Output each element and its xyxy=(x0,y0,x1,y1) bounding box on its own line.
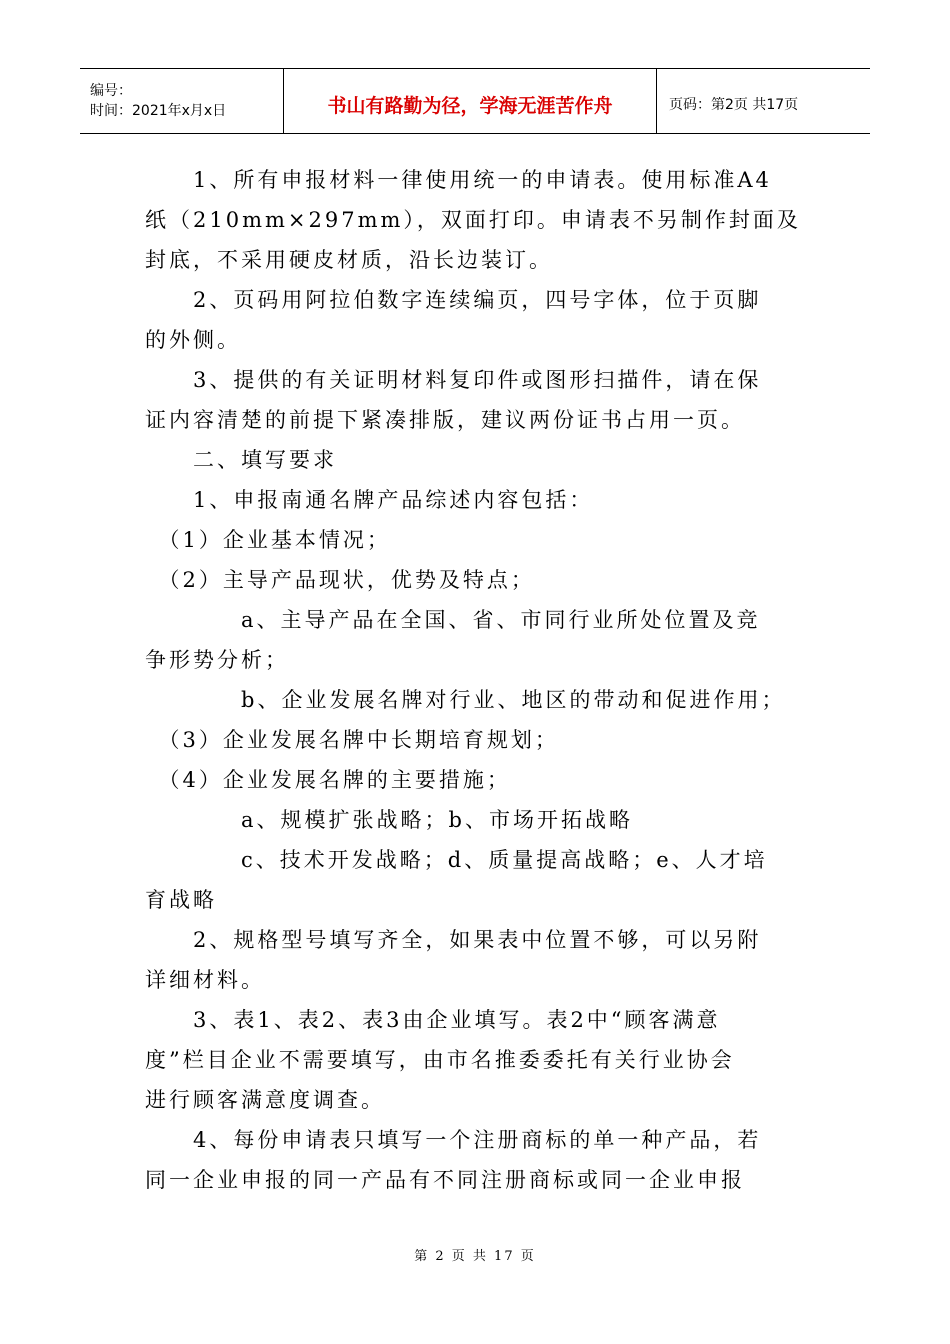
header-page-cell xyxy=(657,69,870,133)
document-date: 时间：2021年x月x日 xyxy=(90,103,227,119)
text-line: （4）企业发展名牌的主要措施； xyxy=(145,768,511,792)
text-line: 1、所有申报材料一律使用统一的申请表。使用标准A4 xyxy=(145,168,772,192)
page-footer: 第 2 页 共 17 页 xyxy=(414,1249,536,1264)
text-line: 封底，不采用硬皮材质，沿长边装订。 xyxy=(145,248,553,272)
header-motto: 书山有路勤为径，学海无涯苦作舟 xyxy=(327,94,613,117)
text-line: （1）企业基本情况； xyxy=(145,528,391,552)
text-line: 3、表1、表2、表3由企业填写。表2中“顾客满意 xyxy=(145,1008,721,1032)
text-line: （2）主导产品现状，优势及特点； xyxy=(145,568,535,592)
header-meta xyxy=(80,69,283,133)
text-line: 度”栏目企业不需要填写，由市名推委委托有关行业协会 xyxy=(145,1048,735,1072)
text-line: b、企业发展名牌对行业、地区的带动和促进作用； xyxy=(145,688,786,712)
text-line: a、规模扩张战略；b、市场开拓战略 xyxy=(145,808,633,832)
text-line: 详细材料。 xyxy=(145,968,265,992)
text-line: 2、规格型号填写齐全，如果表中位置不够，可以另附 xyxy=(145,928,762,952)
text-line: 1、申报南通名牌产品综述内容包括： xyxy=(145,488,594,512)
text-line: 4、每份申请表只填写一个注册商标的单一种产品，若 xyxy=(145,1128,762,1152)
text-line: （3）企业发展名牌中长期培育规划； xyxy=(145,728,559,752)
text-line: 3、提供的有关证明材料复印件或图形扫描件，请在保 xyxy=(145,368,762,392)
text-line: 纸（210mm×297mm），双面打印。申请表不另制作封面及 xyxy=(145,208,801,232)
document-body xyxy=(145,160,805,1200)
text-line: 同一企业申报的同一产品有不同注册商标或同一企业申报 xyxy=(145,1168,745,1192)
document-number: 编号： xyxy=(90,83,132,99)
section-heading: 二、填写要求 xyxy=(145,448,337,472)
header-page-number: 页码：第2页 共17页 xyxy=(669,97,799,113)
text-line: 争形势分析； xyxy=(145,648,289,672)
text-line: 育战略 xyxy=(145,888,217,912)
text-line: 2、页码用阿拉伯数字连续编页，四号字体，位于页脚 xyxy=(145,288,762,312)
text-line: c、技术开发战略；d、质量提高战略；e、人才培 xyxy=(145,848,768,872)
text-line: 证内容清楚的前提下紧凑排版，建议两份证书占用一页。 xyxy=(145,408,745,432)
header-motto-cell xyxy=(283,69,657,133)
text-line: 进行顾客满意度调查。 xyxy=(145,1088,385,1112)
text-line: a、主导产品在全国、省、市同行业所处位置及竞 xyxy=(145,608,761,632)
page-header xyxy=(80,68,870,134)
text-line: 的外侧。 xyxy=(145,328,241,352)
